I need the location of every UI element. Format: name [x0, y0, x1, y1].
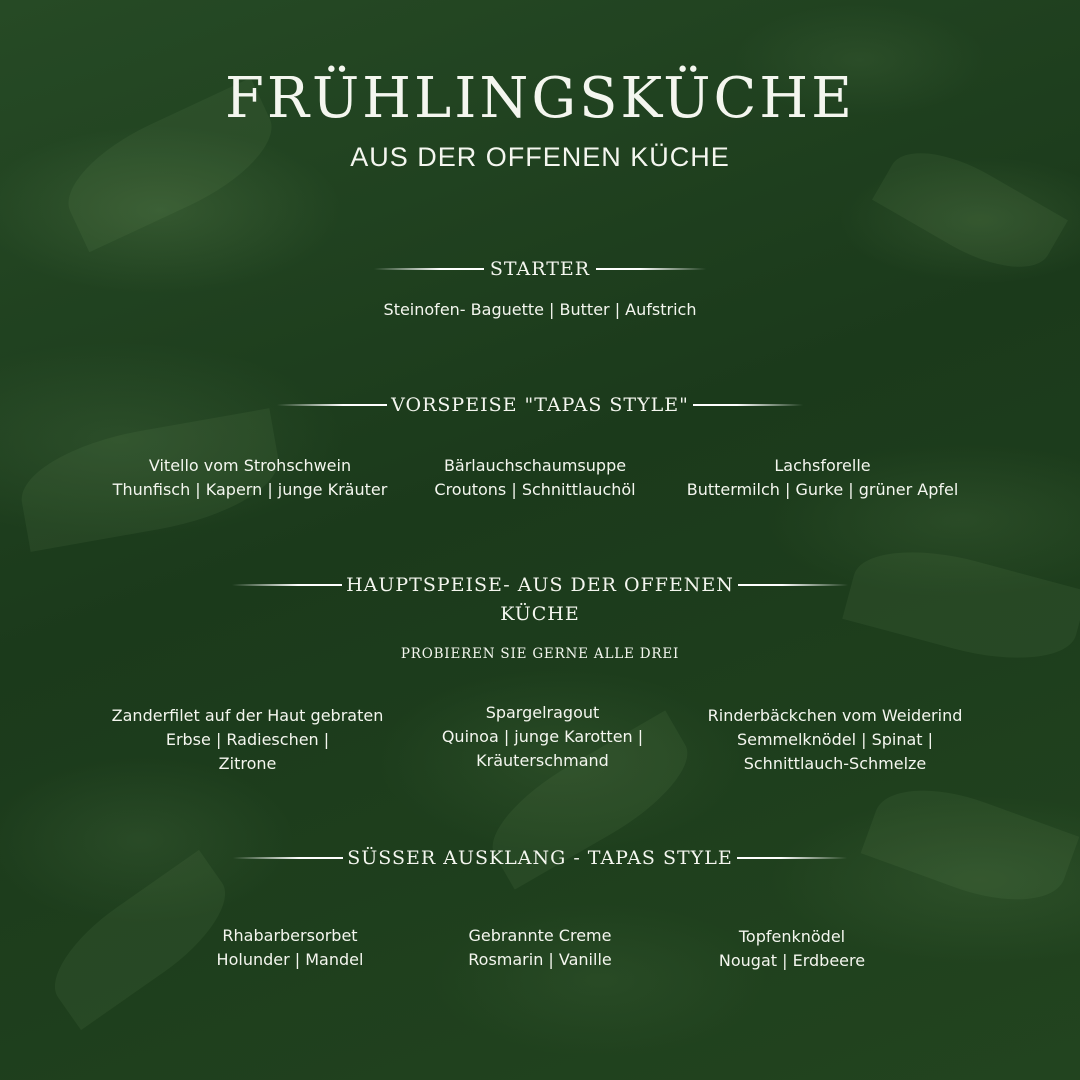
dish-name: Topfenknödel: [738, 927, 846, 946]
menu-item: [690, 704, 980, 776]
dish-name: Gebrannte Creme: [468, 926, 612, 945]
dish-name: Rinderbäckchen vom Weiderind: [707, 706, 963, 725]
dish-detail: Quinoa | junge Karotten |: [441, 727, 644, 746]
menu-item: [160, 924, 420, 972]
divider-line: [277, 404, 387, 406]
dish-detail: Croutons | Schnittlauchöl: [434, 480, 636, 499]
dish-detail: Buttermilch | Gurke | grüner Apfel: [686, 480, 959, 499]
dish-detail: Rosmarin | Vanille: [468, 950, 612, 969]
menu-item: [90, 454, 410, 502]
dish-detail: Semmelknödel | Spinat |: [736, 730, 934, 749]
dish-detail: Erbse | Radieschen |: [165, 730, 330, 749]
section-heading-dessert: [0, 847, 1080, 869]
heading-text: HAUPTSPEISE- AUS DER OFFENEN: [346, 574, 734, 596]
menu-item: [670, 454, 975, 502]
dish-detail: Kräuterschmand: [476, 751, 609, 770]
divider-line: [693, 404, 803, 406]
dish-detail: Nougat | Erdbeere: [718, 951, 866, 970]
section-note: PROBIEREN SIE GERNE ALLE DREI: [400, 646, 680, 662]
menu-title: FRÜHLINGSKÜCHE: [224, 66, 856, 131]
divider-line: [374, 268, 484, 270]
section-heading-starter: [0, 258, 1080, 280]
divider-line: [738, 584, 848, 586]
dish-detail: Holunder | Mandel: [216, 950, 364, 969]
dish-name: Lachsforelle: [774, 456, 871, 475]
starter-line: Steinofen- Baguette | Butter | Aufstrich: [383, 300, 697, 319]
dish-detail: Schnittlauch-Schmelze: [743, 754, 927, 773]
menu-item: [662, 925, 922, 973]
heading-text: VORSPEISE "TAPAS STYLE": [391, 394, 689, 416]
menu-item: [395, 701, 690, 773]
dish-detail: Thunfisch | Kapern | junge Kräuter: [112, 480, 388, 499]
menu-item: [380, 454, 690, 502]
divider-line: [596, 268, 706, 270]
menu-item: [410, 924, 670, 972]
menu-subtitle: AUS DER OFFENEN KÜCHE: [350, 142, 730, 172]
heading-text: SÜSSER AUSKLANG - TAPAS STYLE: [347, 847, 733, 869]
dish-detail: Zitrone: [218, 754, 277, 773]
heading-text: STARTER: [489, 258, 591, 280]
divider-line: [737, 857, 847, 859]
background-leaf: [861, 769, 1080, 922]
dish-name: Vitello vom Strohschwein: [148, 456, 352, 475]
section-heading-hauptspeise: [0, 574, 1080, 596]
dish-name: Bärlauchschaumsuppe: [443, 456, 627, 475]
section-heading-hauptspeise-line2: KÜCHE: [500, 603, 580, 625]
section-heading-vorspeise: [0, 394, 1080, 416]
divider-line: [232, 584, 342, 586]
dish-name: Spargelragout: [485, 703, 600, 722]
menu-item: [90, 704, 405, 776]
dish-name: Zanderfilet auf der Haut gebraten: [111, 706, 384, 725]
divider-line: [233, 857, 343, 859]
dish-name: Rhabarbersorbet: [222, 926, 358, 945]
